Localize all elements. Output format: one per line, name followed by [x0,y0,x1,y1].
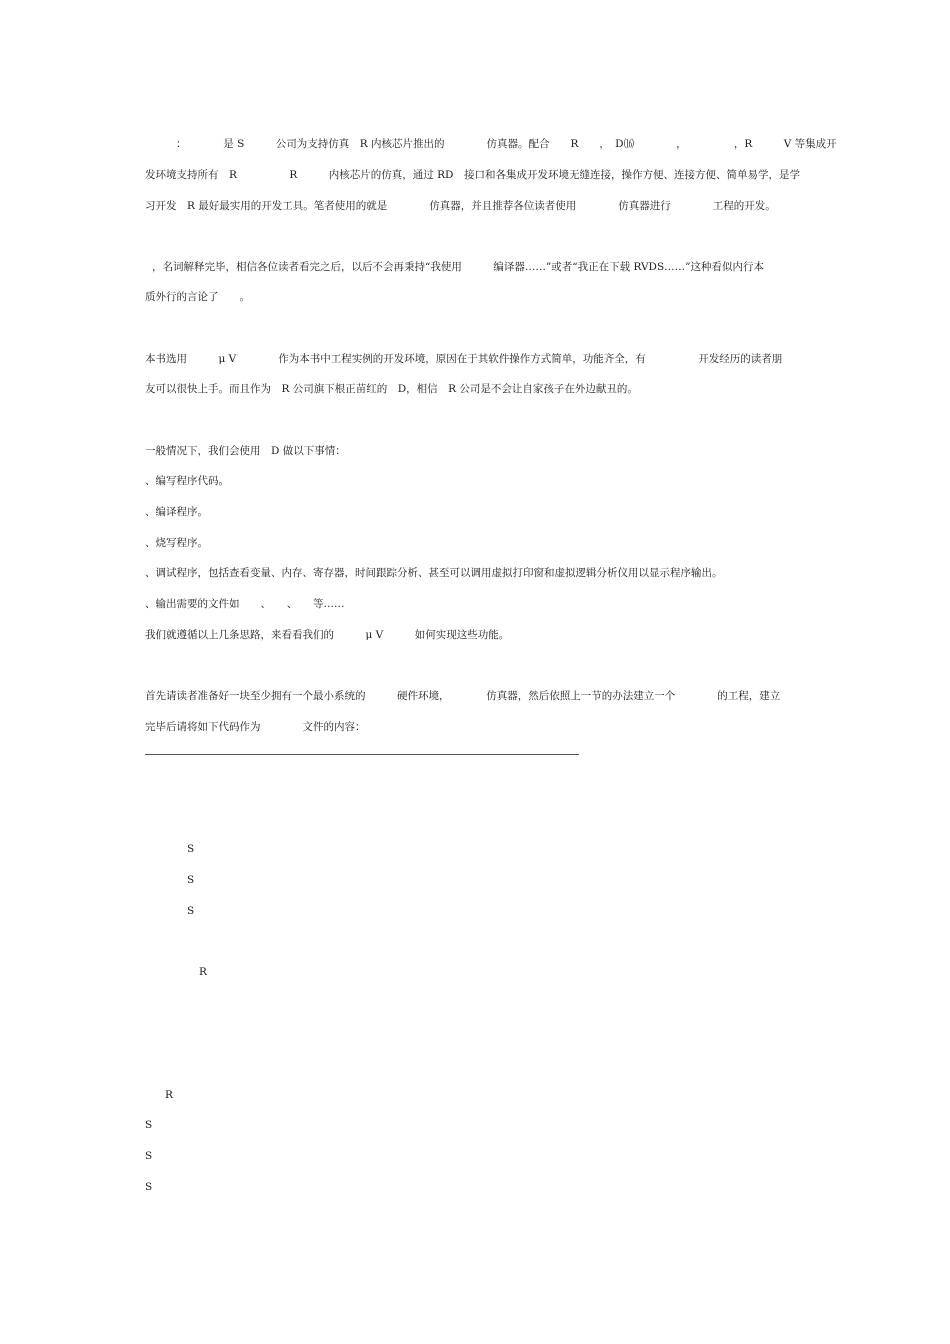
paragraph1-line3: 习开发 R 最好最实用的开发工具。笔者使用的就是 仿真器，并且推荐各位读者使用 仿真器进行 工程的开发。 [145,200,776,212]
list-item: 、调试程序，包括查看变量、内存、寄存器，时间跟踪分析、甚至可以调用虚拟打印窗和虚拟逻辑分析仪用以显示程序输出。 [145,567,723,579]
paragraph1-line2: 发环境支持所有 R R 内核芯片的仿真，通过 RD 接口和各集成开发环境无缝连接，操作方便、连接方便、简单易学，是学 [145,169,800,181]
code-line: S [187,905,195,917]
list-item: 、输出需要的文件如 、 、 等…… [145,598,345,610]
paragraph3-line1: 本书选用 μ V 作为本书中工程实例的开发环境，原因在于其软件操作方式简单，功能齐全，有 开发经历的读者朋 [145,353,783,365]
code-line: R [165,1089,173,1101]
paragraph5-line1: 首先请读者准备好一块至少拥有一个最小系统的 硬件环境， 仿真器，然后依照上一节的办法建立一个 的工程，建立 [145,690,781,702]
code-line: S [187,843,195,855]
paragraph3-line2: 友可以很快上手。而且作为 R 公司旗下根正苗红的 D，相信 R 公司是不会让自家孩子在外边献丑的。 [145,383,638,395]
paragraph4-outro: 我们就遵循以上几条思路，来看看我们的 μ V 如何实现这些功能。 [145,629,510,641]
list-item: 、烧写程序。 [145,537,208,549]
horizontal-rule [145,754,579,755]
code-line: R [199,966,207,978]
code-line: S [187,874,195,886]
list-item: 、编写程序代码。 [145,475,229,487]
code-line: S [145,1150,153,1162]
code-line: S [145,1119,153,1131]
paragraph2-line1: ，名词解释完毕，相信各位读者看完之后，以后不会再秉持“我使用 编译器……”或者“我正在下载 RVDS……”这种看似内行本 [152,261,765,273]
paragraph5-line2: 完毕后请将如下代码作为 文件的内容： [145,721,366,733]
paragraph2-line2: 质外行的言论了 。 [145,291,250,303]
paragraph1-line1: ： 是 S 公司为支持仿真 R 内核芯片推出的 仿真器。配合 R ， D⒃ ， ，R V 等集成开 [176,138,837,150]
paragraph4-intro: 一般情况下，我们会使用 D 做以下事情： [145,445,346,457]
code-line: S [145,1181,153,1193]
list-item: 、编译程序。 [145,506,208,518]
